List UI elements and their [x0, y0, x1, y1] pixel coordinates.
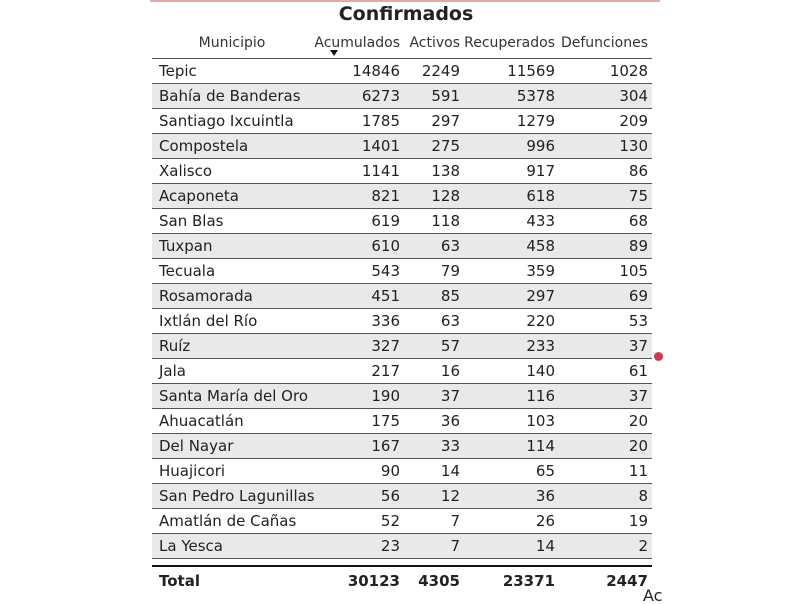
- activos-cell: 14: [404, 459, 464, 484]
- sort-descending-icon: [330, 50, 338, 56]
- recuperados-cell: 11569: [464, 59, 559, 84]
- table-row[interactable]: [152, 434, 652, 459]
- recuperados-cell: 140: [464, 359, 559, 384]
- activos-cell: 118: [404, 209, 464, 234]
- header-row: [152, 28, 652, 59]
- defunciones-cell: 2: [559, 534, 652, 559]
- municipio-cell: Xalisco: [152, 159, 312, 184]
- activos-cell: 37: [404, 384, 464, 409]
- table-row[interactable]: [152, 484, 652, 509]
- recuperados-cell: 233: [464, 334, 559, 359]
- acumulados-cell: 52: [312, 509, 404, 534]
- acumulados-cell: 90: [312, 459, 404, 484]
- table-row[interactable]: [152, 409, 652, 434]
- municipio-cell: Rosamorada: [152, 284, 312, 309]
- activos-cell: 85: [404, 284, 464, 309]
- table-row[interactable]: [152, 259, 652, 284]
- acumulados-cell: 6273: [312, 84, 404, 109]
- table-row[interactable]: [152, 59, 652, 84]
- defunciones-cell: 53: [559, 309, 652, 334]
- recuperados-cell: 14: [464, 534, 559, 559]
- table-row[interactable]: [152, 359, 652, 384]
- acumulados-cell: 56: [312, 484, 404, 509]
- data-table: [152, 28, 652, 595]
- defunciones-cell: 19: [559, 509, 652, 534]
- acumulados-cell: 167: [312, 434, 404, 459]
- table-row[interactable]: [152, 134, 652, 159]
- column-header-defunciones[interactable]: Defunciones: [560, 35, 648, 51]
- column-header-recuperados[interactable]: Recuperados: [464, 35, 555, 51]
- recuperados-cell: 26: [464, 509, 559, 534]
- acumulados-cell: 190: [312, 384, 404, 409]
- activos-cell: 63: [404, 234, 464, 259]
- defunciones-cell: 69: [559, 284, 652, 309]
- defunciones-cell: 8: [559, 484, 652, 509]
- municipio-cell: Ixtlán del Río: [152, 309, 312, 334]
- activos-cell: 138: [404, 159, 464, 184]
- recuperados-cell: 5378: [464, 84, 559, 109]
- table-row[interactable]: [152, 509, 652, 534]
- table-title: Confirmados: [338, 3, 474, 25]
- total-defunciones-cell: 2447: [559, 566, 652, 595]
- acumulados-cell: 23: [312, 534, 404, 559]
- defunciones-cell: 37: [559, 384, 652, 409]
- activos-cell: 128: [404, 184, 464, 209]
- total-label: Total: [152, 566, 312, 595]
- municipio-cell: San Pedro Lagunillas: [152, 484, 312, 509]
- defunciones-cell: 37: [559, 334, 652, 359]
- column-header-acumulados[interactable]: [312, 28, 404, 59]
- municipio-cell: Santa María del Oro: [152, 384, 312, 409]
- activos-cell: 57: [404, 334, 464, 359]
- activos-cell: 16: [404, 359, 464, 384]
- activos-cell: 297: [404, 109, 464, 134]
- table-visual: [152, 0, 660, 600]
- column-header-acumulados-label: Acumulados: [314, 35, 400, 51]
- defunciones-cell: 68: [559, 209, 652, 234]
- defunciones-cell: 304: [559, 84, 652, 109]
- table-row[interactable]: [152, 309, 652, 334]
- defunciones-cell: 75: [559, 184, 652, 209]
- municipio-cell: Ruíz: [152, 334, 312, 359]
- municipio-cell: Jala: [152, 359, 312, 384]
- acumulados-cell: 327: [312, 334, 404, 359]
- municipio-cell: Santiago Ixcuintla: [152, 109, 312, 134]
- activos-cell: 2249: [404, 59, 464, 84]
- cut-off-text: Ac: [643, 586, 663, 605]
- recuperados-cell: 220: [464, 309, 559, 334]
- recuperados-cell: 1279: [464, 109, 559, 134]
- table-body: [152, 59, 652, 596]
- municipio-cell: Ahuacatlán: [152, 409, 312, 434]
- recuperados-cell: 458: [464, 234, 559, 259]
- total-row: [152, 566, 652, 595]
- acumulados-cell: 1141: [312, 159, 404, 184]
- defunciones-cell: 20: [559, 409, 652, 434]
- activos-cell: 12: [404, 484, 464, 509]
- acumulados-cell: 1785: [312, 109, 404, 134]
- municipio-cell: Tuxpan: [152, 234, 312, 259]
- municipio-cell: Compostela: [152, 134, 312, 159]
- municipio-cell: San Blas: [152, 209, 312, 234]
- recuperados-cell: 36: [464, 484, 559, 509]
- total-activos-cell: 4305: [404, 566, 464, 595]
- activos-cell: 33: [404, 434, 464, 459]
- recuperados-cell: 114: [464, 434, 559, 459]
- acumulados-cell: 610: [312, 234, 404, 259]
- activos-cell: 7: [404, 509, 464, 534]
- table-row[interactable]: [152, 234, 652, 259]
- acumulados-cell: 336: [312, 309, 404, 334]
- acumulados-cell: 821: [312, 184, 404, 209]
- table-row[interactable]: [152, 109, 652, 134]
- municipio-cell: La Yesca: [152, 534, 312, 559]
- recuperados-cell: 359: [464, 259, 559, 284]
- municipio-cell: Del Nayar: [152, 434, 312, 459]
- activos-cell: 7: [404, 534, 464, 559]
- acumulados-cell: 543: [312, 259, 404, 284]
- acumulados-cell: 217: [312, 359, 404, 384]
- table-row[interactable]: [152, 284, 652, 309]
- defunciones-cell: 86: [559, 159, 652, 184]
- table-row[interactable]: [152, 534, 652, 559]
- recuperados-cell: 297: [464, 284, 559, 309]
- column-header-municipio[interactable]: Municipio: [198, 35, 266, 51]
- acumulados-cell: 175: [312, 409, 404, 434]
- total-recuperados-cell: 23371: [464, 566, 559, 595]
- municipio-cell: Tecuala: [152, 259, 312, 284]
- table-row[interactable]: [152, 84, 652, 109]
- table-row[interactable]: [152, 384, 652, 409]
- spacer-cell: [152, 559, 652, 567]
- acumulados-cell: 14846: [312, 59, 404, 84]
- defunciones-cell: 1028: [559, 59, 652, 84]
- municipio-cell: Huajicori: [152, 459, 312, 484]
- recuperados-cell: 116: [464, 384, 559, 409]
- column-header-activos[interactable]: Activos: [409, 35, 460, 51]
- defunciones-cell: 130: [559, 134, 652, 159]
- municipio-cell: Bahía de Banderas: [152, 84, 312, 109]
- recuperados-cell: 917: [464, 159, 559, 184]
- activos-cell: 275: [404, 134, 464, 159]
- table-row[interactable]: [152, 334, 652, 359]
- table-row[interactable]: [152, 159, 652, 184]
- recuperados-cell: 618: [464, 184, 559, 209]
- municipio-cell: Tepic: [152, 59, 312, 84]
- municipio-cell: Amatlán de Cañas: [152, 509, 312, 534]
- recuperados-cell: 103: [464, 409, 559, 434]
- table-row[interactable]: [152, 184, 652, 209]
- red-marker-dot: [654, 352, 663, 361]
- defunciones-cell: 11: [559, 459, 652, 484]
- table-row[interactable]: [152, 209, 652, 234]
- defunciones-cell: 105: [559, 259, 652, 284]
- defunciones-cell: 89: [559, 234, 652, 259]
- recuperados-cell: 433: [464, 209, 559, 234]
- recuperados-cell: 65: [464, 459, 559, 484]
- defunciones-cell: 61: [559, 359, 652, 384]
- table-row[interactable]: [152, 459, 652, 484]
- activos-cell: 79: [404, 259, 464, 284]
- municipio-cell: Acaponeta: [152, 184, 312, 209]
- defunciones-cell: 20: [559, 434, 652, 459]
- total-acumulados-cell: 30123: [312, 566, 404, 595]
- activos-cell: 591: [404, 84, 464, 109]
- acumulados-cell: 1401: [312, 134, 404, 159]
- recuperados-cell: 996: [464, 134, 559, 159]
- acumulados-cell: 619: [312, 209, 404, 234]
- acumulados-cell: 451: [312, 284, 404, 309]
- activos-cell: 63: [404, 309, 464, 334]
- spacer-row: [152, 559, 652, 567]
- defunciones-cell: 209: [559, 109, 652, 134]
- activos-cell: 36: [404, 409, 464, 434]
